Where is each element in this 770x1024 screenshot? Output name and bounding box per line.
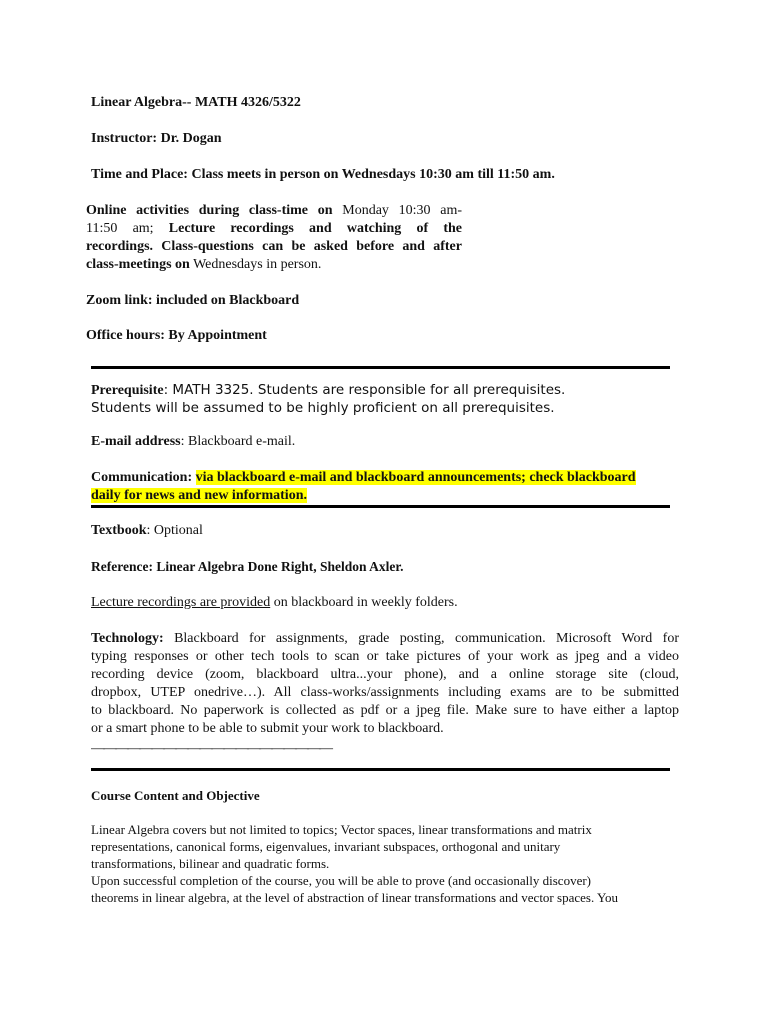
prerequisite-line1 [91,381,565,400]
dash-separator: ———————————————————— [91,741,331,756]
technology-paragraph [91,630,679,738]
communication-highlight2: daily for news and new information. [91,488,307,503]
communication-line1 [91,469,636,487]
technology-line: or a smart phone to be able to submit your work to blackboard. [91,721,444,736]
technology-line: dropbox, UTEP onedrive…). All class-works/assignments including exams are to be submitted [91,685,679,700]
textbook-label: Textbook [91,523,147,538]
course-content-line: Upon successful completion of the course, you will be able to prove (and occasionally discover) [91,873,591,888]
online-line4-bold: class-meetings on [86,257,190,272]
email-address [91,433,295,451]
email-text: : Blackboard e-mail. [180,434,296,449]
technology-line: Blackboard for assignments, grade posting, communication. Microsoft Word for [163,631,679,646]
prerequisite-text1: : MATH 3325. Students are responsible for all prerequisites. [163,382,566,398]
online-line2-regular: 11:50 am; [86,221,169,236]
online-line1-regular: Monday 10:30 am- [332,203,462,218]
lecture-recordings [91,594,458,612]
technology-line: typing responses or other tech tools to scan or take pictures of your work as jpeg and a video [91,649,679,664]
section-divider [91,505,670,508]
textbook-text: : Optional [146,523,203,538]
course-content-line: transformations, bilinear and quadratic forms. [91,856,330,871]
prerequisite-label: Prerequisite [91,383,164,398]
online-line4-regular: Wednesdays in person. [189,257,322,272]
online-line1-bold: Online activities during class-time on [86,203,333,218]
reference: Reference: Linear Algebra Done Right, Sheldon Axler. [91,559,404,574]
communication-highlight1: via blackboard e-mail and blackboard announcements; check blackboard [195,470,636,485]
technology-label: Technology: [91,631,164,646]
zoom-link: Zoom link: included on Blackboard [86,293,300,308]
course-content-line: representations, canonical forms, eigenvalues, invariant subspaces, orthogonal and unitary [91,839,561,854]
instructor: Instructor: Dr. Dogan [91,131,222,146]
email-label: E-mail address [91,434,181,449]
section-divider [91,768,670,771]
lecture-recordings-text: on blackboard in weekly folders. [270,595,458,610]
course-content-line: theorems in linear algebra, at the level of abstraction of linear transformations and vector spaces. You [91,890,619,905]
online-line2-bold: Lecture recordings and watching of the [168,221,462,236]
office-hours: Office hours: By Appointment [86,328,267,343]
textbook [91,522,203,540]
communication-line2 [91,487,307,505]
online-activities [86,202,462,274]
technology-line: recording device (zoom, blackboard ultra...your phone), and a online storage site (cloud, [91,667,679,682]
course-content-line: Linear Algebra covers but not limited to topics; Vector spaces, linear transformations and matrix [91,822,592,837]
section-divider [91,366,670,369]
communication-label: Communication: [91,470,196,485]
time-and-place: Time and Place: Class meets in person on Wednesdays 10:30 am till 11:50 am. [91,167,555,182]
prerequisite-line2: Students will be assumed to be highly proficient on all prerequisites. [91,400,555,416]
course-content-heading: Course Content and Objective [91,788,260,803]
online-line3-bold: recordings. Class-questions can be asked before and after [86,239,462,254]
course-title: Linear Algebra-- MATH 4326/5322 [91,95,301,110]
technology-line: to blackboard. No paperwork is collected as pdf or a jpeg file. Make sure to have either a laptop [91,703,679,718]
lecture-recordings-underlined: Lecture recordings are provided [91,595,271,610]
